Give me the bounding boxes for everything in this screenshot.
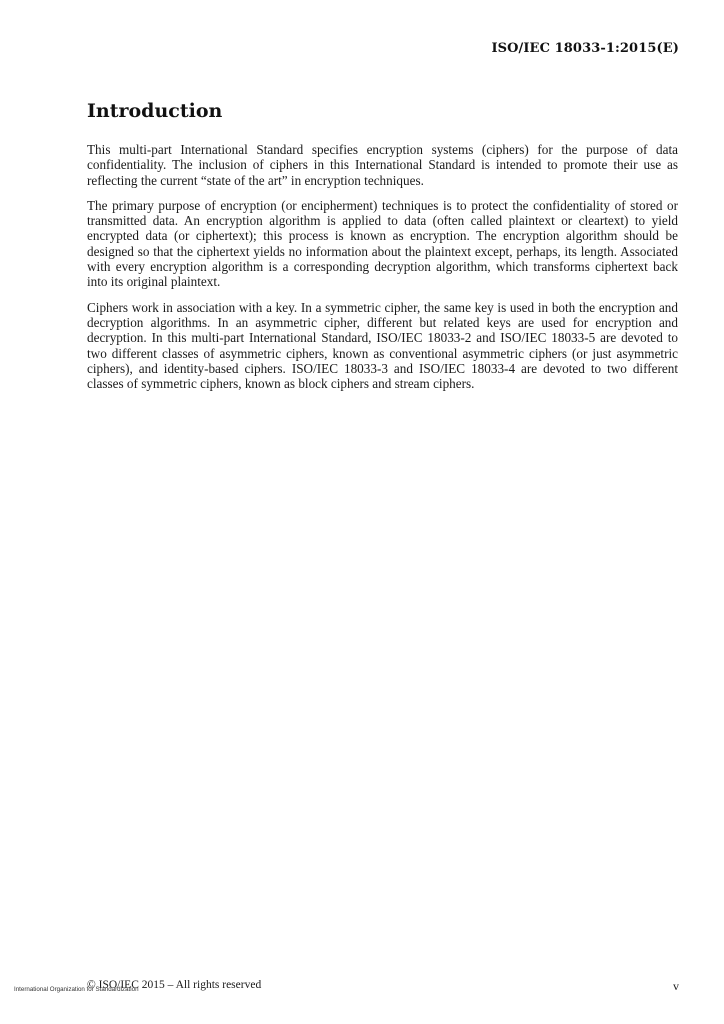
document-identifier: ISO/IEC 18033-1:2015(E) bbox=[491, 41, 679, 56]
paragraph-2: The primary purpose of encryption (or encipherment) techniques is to protect the confidentiality of stored or transmitted data. An encryption algorithm is applied to data (often called plaintext or cleartext) to yield encrypted data (or ciphertext); this process is known as encryption. The encryption algorithm should be designed so that the ciphertext yields no information about the plaintext except, perhaps, its length. Associated with every encryption algorithm is a corresponding decryption algorithm, which transforms ciphertext back into its original plaintext. bbox=[87, 197, 678, 290]
introduction-body bbox=[87, 142, 678, 401]
page-number: v bbox=[673, 979, 679, 993]
copyright-notice: © ISO/IEC 2015 – All rights reserved bbox=[87, 979, 262, 991]
paragraph-3: Ciphers work in association with a key. In a symmetric cipher, the same key is used in both the encryption and decryption algorithms. In an asymmetric cipher, different but related keys are used for encryption and decryption. In this multi-part International Standard, ISO/IEC 18033-2 and ISO/IEC 18033-5 are devoted to two different classes of asymmetric ciphers, known as conventional asymmetric ciphers (or just asymmetric ciphers), and identity-based ciphers. ISO/IEC 18033-3 and ISO/IEC 18033-4 are devoted to two different classes of symmetric ciphers, known as block ciphers and stream ciphers. bbox=[87, 299, 678, 392]
organization-watermark: International Organization for Standardization bbox=[14, 986, 139, 993]
page-title: Introduction bbox=[87, 100, 223, 122]
paragraph-1: This multi-part International Standard specifies encryption systems (ciphers) for the purpose of data confidentiality. The inclusion of ciphers in this International Standard is intended to promote their use as reflecting the current “state of the art” in encryption techniques. bbox=[87, 142, 678, 188]
